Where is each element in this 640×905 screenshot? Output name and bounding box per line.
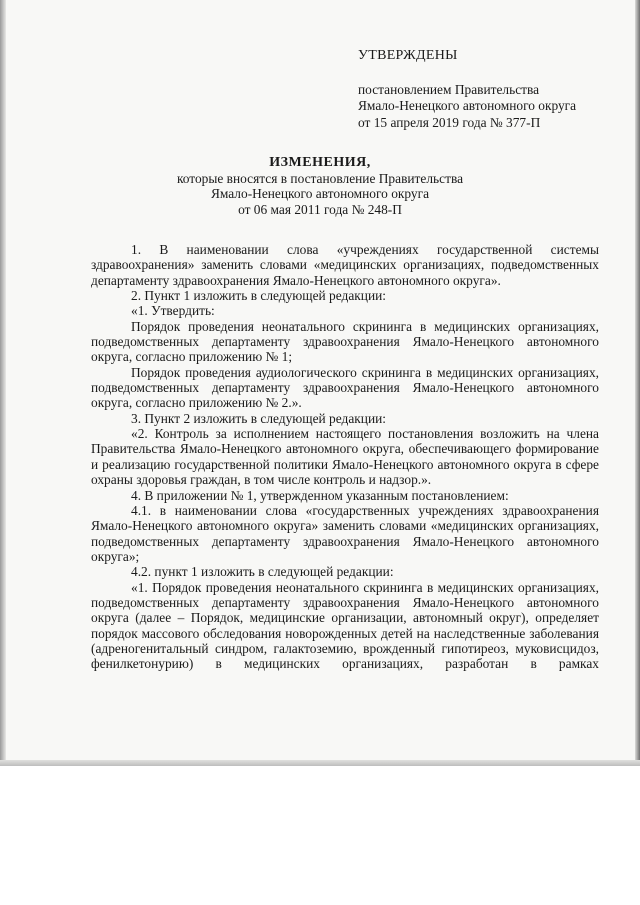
paragraph: 4.2. пункт 1 изложить в следующей редакции: [131, 564, 394, 580]
paragraph: Порядок проведения неонатального скрининга в медицинских организациях, подведомственных департаменту здравоохранения Ямало-Ненецкого автономного округа, согласно приложению № 1; [91, 318, 599, 365]
paragraph: 2. Пункт 1 изложить в следующей редакции: [131, 288, 387, 304]
paragraph: «1. Порядок проведения неонатального скрининга в медицинских организациях, подведомственных департаменту здравоохранения Ямало-Ненецкого автономного округа (далее – Порядок, медицинские организации, автономный округ), определяет порядок массового обследования новорожденных детей на наследственные заболевания (адреногенитальный синдром, галактоземию, врожденный гипотиреоз, муковисцидоз, фенилкетонурию) в медицинских организациях, разработан в рамках [91, 579, 599, 672]
paragraph: 4.1. в наименовании слова «государственных учреждениях здравоохранения Ямало-Ненецкого автономного округа» заменить словами «медицинских организациях, подведомственных департаменту здравоохранения Ямало-Ненецкого автономного округа»; [91, 502, 599, 564]
heading-line: которые вносятся в постановление Правительства [176, 170, 464, 186]
paragraph: «2. Контроль за исполнением настоящего постановления возложить на члена Правительства Ямало-Ненецкого автономного округа, обеспечивающего формирование и реализацию государственной политики Ямало-Ненецкого автономного округа в сфере охраны здоровья граждан, в том числе контроль и надзор.». [91, 426, 599, 488]
approval-line: от 15 апреля 2019 года № 377-П [358, 114, 541, 130]
document-body [91, 242, 599, 672]
heading-line: Ямало-Ненецкого автономного округа [210, 186, 430, 202]
document-heading [0, 155, 640, 217]
scan-edge-bottom [0, 760, 640, 766]
paragraph: 4. В приложении № 1, утвержденном указанным постановлением: [131, 487, 509, 503]
approval-title: УТВЕРЖДЕНЫ [358, 48, 458, 63]
scan-edge-right [635, 0, 640, 766]
paragraph: Порядок проведения аудиологического скрининга в медицинских организациях, подведомственных департаменту здравоохранения Ямало-Ненецкого автономного округа, согласно приложению № 2.». [91, 364, 599, 411]
scan-edge-left [0, 0, 6, 766]
paragraph: 3. Пункт 2 изложить в следующей редакции: [131, 410, 387, 426]
paragraph: «1. Утвердить: [131, 303, 215, 319]
paragraph: 1. В наименовании слова «учреждениях государственной системы здравоохранения» заменить словами «медицинских организациях, подведомственных департаменту здравоохранения Ямало-Ненецкого автономного округа». [91, 242, 599, 288]
heading-line: от 06 мая 2011 года № 248-П [238, 201, 402, 217]
approval-block [358, 48, 576, 131]
approval-line: Ямало-Ненецкого автономного округа [358, 98, 577, 113]
approval-line: постановлением Правительства [358, 81, 540, 97]
heading-title: ИЗМЕНЕНИЯ, [269, 155, 371, 170]
